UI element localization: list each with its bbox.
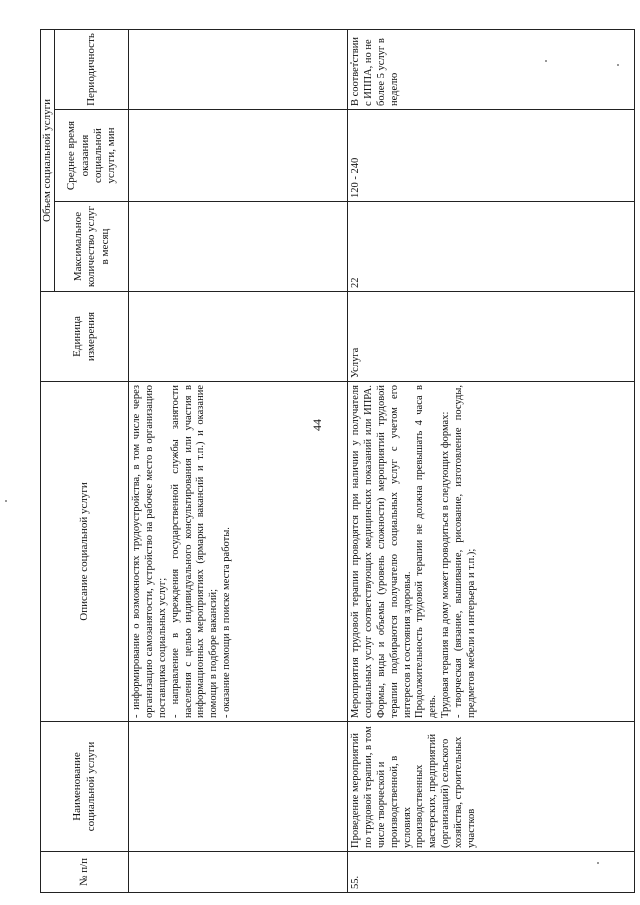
row55-period: В соответствии с ИППА, но не более 5 услуг в неделю: [348, 30, 635, 110]
cont-desc-line: - информирование о возможностях трудоустройства, в том числе через организацию самозанятости, устройство на рабочее место в организацию поставщика социальных услуг;: [131, 385, 168, 718]
header-num: № п/п: [41, 852, 129, 893]
row55-desc-line: Мероприятия трудовой терапии проводятся при наличии у получателя социальных услуг соответствующих медицинских показаний или ИПРА. Формы, виды и объемы (уровень сложности) мероприятий трудовой терапии подбираются получателю социальных услуг с учетом его интересов и состояния здоровья.: [350, 385, 413, 718]
cont-name-cell: [129, 722, 348, 852]
table-row-55: [348, 30, 635, 893]
row55-description: [348, 382, 635, 722]
cont-desc-line: - оказание помощи в поиске места работы.: [220, 527, 232, 718]
page-number: 44: [310, 419, 324, 431]
scan-speck: [5, 500, 7, 502]
header-period: Периодичность: [55, 30, 129, 110]
cont-period-cell: [129, 30, 348, 110]
cont-avg-cell: [129, 110, 348, 202]
row55-max: 22: [348, 202, 635, 292]
cont-num-cell: [129, 852, 348, 893]
row55-desc-line: Трудовая терапия на дому может проводиться в следующих формах:: [439, 411, 451, 718]
header-row: [41, 30, 55, 893]
header-volume-group: Объем социальной услуги: [41, 30, 55, 292]
cont-max-cell: [129, 202, 348, 292]
header-description: Описание социальной услуги: [41, 382, 129, 722]
row55-desc-line: Продолжительность трудовой терапии не должна превышать 4 часа в день.: [414, 385, 439, 718]
row55-num: 55.: [348, 852, 635, 893]
header-unit: Единица измерения: [41, 292, 129, 382]
table-row-continuation: [129, 30, 348, 893]
header-max: Максимальное количество услуг в месяц: [55, 202, 129, 292]
row55-avg: 120 - 240: [348, 110, 635, 202]
cont-unit-cell: [129, 292, 348, 382]
cont-desc-line: - направление в учреждения государственной службы занятости населения с целью индивидуального консультирования или участия в информационных мероприятиях (ярмарки вакансий и т.п.) и оказание помощи в подборе вакансий;: [169, 385, 220, 718]
header-name: Наименование социальной услуги: [41, 722, 129, 852]
services-table: [40, 29, 635, 893]
header-avg: Среднее время оказания социальной услуги, мин: [55, 110, 129, 202]
row55-desc-line: - творческая (вязание, вышивание, рисование, изготовление посуды, предметов мебели и интерьера и т.п.);: [452, 385, 477, 718]
cont-description-cell: [129, 382, 348, 722]
rotated-table-frame: [40, 30, 635, 893]
row55-unit: Услуга: [348, 292, 635, 382]
row55-name: Проведение мероприятий по трудовой терапии, в том числе творческой и производственной, в условиях производственных мастерских, предприятий (организаций) сельского хозяйства, строительных участков: [348, 722, 635, 852]
